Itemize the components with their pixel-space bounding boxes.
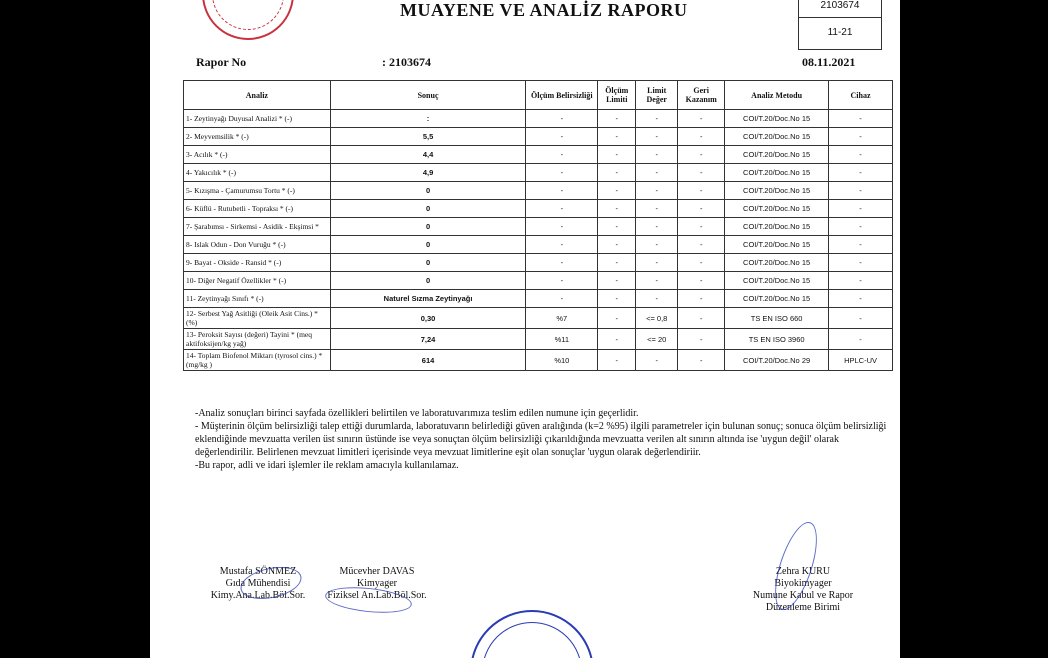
table-cell: - — [829, 146, 893, 164]
column-header: Analiz Metodu — [725, 81, 829, 110]
table-cell: 2- Meyvemsilik * (-) — [184, 128, 331, 146]
table-cell: 0,30 — [330, 308, 526, 329]
table-cell: 12- Serbest Yağ Asitliği (Oleik Asit Cins.) * (%) — [184, 308, 331, 329]
table-cell: - — [598, 272, 636, 290]
table-cell: <= 20 — [636, 329, 678, 350]
table-cell: 614 — [330, 350, 526, 371]
table-cell: - — [678, 308, 725, 329]
table-cell: - — [526, 164, 598, 182]
table-cell: %7 — [526, 308, 598, 329]
table-cell: - — [829, 329, 893, 350]
table-cell: 7,24 — [330, 329, 526, 350]
report-date: 08.11.2021 — [802, 55, 856, 69]
signer-unit: Düzenleme Birimi — [765, 602, 841, 613]
table-cell: <= 0,8 — [636, 308, 678, 329]
table-cell: Naturel Sızma Zeytinyağı — [330, 290, 526, 308]
table-cell: - — [678, 290, 725, 308]
official-stamp-icon — [470, 610, 594, 658]
table-cell: - — [829, 272, 893, 290]
table-cell: - — [526, 236, 598, 254]
table-cell: %11 — [526, 329, 598, 350]
table-cell: - — [678, 329, 725, 350]
signer-unit: Fiziksel An.Lab.Böl.Sor. — [327, 590, 427, 601]
table-cell: 0 — [330, 272, 526, 290]
table-cell: 0 — [330, 218, 526, 236]
table-cell: %10 — [526, 350, 598, 371]
table-cell: 5- Kızışma - Çamurumsu Tortu * (-) — [184, 182, 331, 200]
table-cell: - — [526, 110, 598, 128]
table-cell: - — [678, 218, 725, 236]
table-cell: - — [636, 110, 678, 128]
table-cell: - — [526, 290, 598, 308]
table-cell: TS EN ISO 660 — [725, 308, 829, 329]
table-cell: 9- Bayat - Okside - Ransid * (-) — [184, 254, 331, 272]
report-no-label: Rapor No — [196, 55, 247, 69]
table-cell: - — [636, 200, 678, 218]
table-cell: - — [678, 110, 725, 128]
table-cell: - — [636, 164, 678, 182]
table-cell: 7- Şarabımsı - Sirkemsi - Asidik - Ekşimsi * — [184, 218, 331, 236]
table-cell: 4,4 — [330, 146, 526, 164]
table-cell: COI/T.20/Doc.No 15 — [725, 146, 829, 164]
table-cell: - — [678, 236, 725, 254]
table-cell: - — [598, 128, 636, 146]
table-cell: 5,5 — [330, 128, 526, 146]
table-row — [184, 236, 893, 254]
table-cell: 4,9 — [330, 164, 526, 182]
table-cell: - — [598, 329, 636, 350]
table-cell: - — [636, 254, 678, 272]
table-cell: COI/T.20/Doc.No 15 — [725, 218, 829, 236]
table-cell: - — [678, 350, 725, 371]
table-cell: COI/T.20/Doc.No 15 — [725, 290, 829, 308]
table-cell: - — [829, 110, 893, 128]
table-cell: 4- Yakıcılık * (-) — [184, 164, 331, 182]
table-cell: - — [636, 350, 678, 371]
table-row — [184, 308, 893, 329]
table-row — [184, 128, 893, 146]
table-cell: - — [598, 146, 636, 164]
table-cell: - — [636, 182, 678, 200]
table-row — [184, 146, 893, 164]
table-cell: - — [526, 272, 598, 290]
table-cell: 0 — [330, 182, 526, 200]
table-cell: - — [598, 350, 636, 371]
table-cell: COI/T.20/Doc.No 15 — [725, 164, 829, 182]
table-cell: - — [829, 308, 893, 329]
table-cell: HPLC-UV — [829, 350, 893, 371]
page-title: MUAYENE VE ANALİZ RAPORU — [400, 0, 688, 20]
table-cell: - — [678, 254, 725, 272]
table-cell: - — [829, 236, 893, 254]
table-cell: 14- Toplam Biofenol Miktarı (tyrosol cins.) * (mg/kg ) — [184, 350, 331, 371]
table-row — [184, 272, 893, 290]
table-cell: - — [598, 182, 636, 200]
table-cell: - — [526, 182, 598, 200]
note-item: -Bu rapor, adli ve idari işlemler ile reklam amacıyla kullanılamaz. — [195, 460, 459, 471]
note-item: -Analiz sonuçları birinci sayfada özellikleri belirtilen ve laboratuvarımıza teslim edilen numune için geçerlidir. — [195, 408, 639, 419]
table-row — [184, 329, 893, 350]
table-cell: - — [636, 128, 678, 146]
notes-block — [195, 407, 895, 472]
signer-title: Gıda Mühendisi — [225, 578, 291, 589]
table-cell: COI/T.20/Doc.No 15 — [725, 200, 829, 218]
table-cell: 13- Peroksit Sayısı (değeri) Tayini * (meq aktifoksijen/kg yağ) — [184, 329, 331, 350]
table-cell: 1- Zeytinyağı Duyusal Analizi * (-) — [184, 110, 331, 128]
table-cell: - — [678, 272, 725, 290]
signer-name: Mücevher DAVAS — [339, 566, 415, 577]
table-row — [184, 200, 893, 218]
document-revision: 11-21 — [827, 27, 853, 38]
signer-title: Biyokimyager — [774, 578, 832, 589]
column-header: Analiz — [184, 81, 331, 110]
table-cell: - — [526, 254, 598, 272]
table-cell: - — [829, 254, 893, 272]
table-cell: - — [678, 200, 725, 218]
column-header: Sonuç — [330, 81, 526, 110]
table-cell: - — [636, 236, 678, 254]
table-cell: COI/T.20/Doc.No 15 — [725, 272, 829, 290]
table-cell: 0 — [330, 200, 526, 218]
column-header: Limit Değer — [636, 81, 678, 110]
table-cell: - — [829, 164, 893, 182]
table-cell: - — [678, 164, 725, 182]
table-cell: - — [598, 308, 636, 329]
column-header: Ölçüm Limiti — [598, 81, 636, 110]
table-cell: 8- Islak Odun - Don Vuruğu * (-) — [184, 236, 331, 254]
report-page — [150, 0, 900, 658]
table-row — [184, 182, 893, 200]
table-cell: TS EN ISO 3960 — [725, 329, 829, 350]
table-row — [184, 164, 893, 182]
table-cell: - — [526, 200, 598, 218]
table-cell: - — [526, 146, 598, 164]
table-cell: - — [678, 146, 725, 164]
column-header: Ölçüm Belirsizliği — [526, 81, 598, 110]
signer-name: Zehra KURU — [775, 566, 831, 577]
table-cell: 0 — [330, 254, 526, 272]
table-cell: - — [598, 290, 636, 308]
document-code-box — [798, 0, 882, 50]
table-row — [184, 350, 893, 371]
table-cell: - — [526, 128, 598, 146]
report-no-value: : 2103674 — [382, 55, 431, 69]
table-cell: - — [678, 128, 725, 146]
ministry-seal-icon — [202, 0, 294, 40]
table-cell: - — [829, 182, 893, 200]
table-cell: COI/T.20/Doc.No 15 — [725, 110, 829, 128]
analysis-table — [183, 80, 893, 371]
table-cell: - — [678, 182, 725, 200]
table-cell: - — [829, 218, 893, 236]
table-cell: - — [829, 200, 893, 218]
table-cell: - — [598, 164, 636, 182]
table-cell: - — [829, 290, 893, 308]
table-cell: - — [636, 272, 678, 290]
table-row — [184, 218, 893, 236]
table-cell: 10- Diğer Negatif Özellikler * (-) — [184, 272, 331, 290]
table-cell: COI/T.20/Doc.No 15 — [725, 254, 829, 272]
table-row — [184, 290, 893, 308]
signer-unit: Numune Kabul ve Rapor — [752, 590, 854, 601]
table-cell: - — [829, 128, 893, 146]
table-cell: - — [636, 218, 678, 236]
table-row — [184, 110, 893, 128]
table-cell: - — [598, 200, 636, 218]
table-header-row — [184, 81, 893, 110]
table-cell: COI/T.20/Doc.No 15 — [725, 128, 829, 146]
table-cell: - — [598, 236, 636, 254]
table-cell: - — [598, 218, 636, 236]
table-cell: - — [636, 290, 678, 308]
signer-title: Kimyager — [357, 578, 397, 589]
table-row — [184, 254, 893, 272]
table-cell: 6- Küflü - Rutubetli - Topraksı * (-) — [184, 200, 331, 218]
table-cell: COI/T.20/Doc.No 15 — [725, 236, 829, 254]
table-cell: 11- Zeytinyağı Sınıfı * (-) — [184, 290, 331, 308]
table-cell: COI/T.20/Doc.No 15 — [725, 182, 829, 200]
table-cell: : — [330, 110, 526, 128]
signer-name: Mustafa SÖNMEZ — [219, 566, 297, 577]
note-item: - Müşterinin ölçüm belirsizliği talep ettiği durumlarda, laboratuvarın belirlediği güven aralığında (k=2 %95) ilgili parametreler için bulunan sonuç; sonuca ölçüm belirsizliği eklendiğinde mevzuatta verilen üst sınırın üstünde ise veya sonuçtan ölçüm belirsizliği çıkarıldığında mevzuatta verilen alt sınırın altında ise 'uygun değil' olarak değerlendirilir. Belirlenen mevzuat limitleri içerisinde veya mevzuat limitlerine eşit olan sonuçlar 'uygun olarak değerlendiriir. — [195, 421, 887, 458]
column-header: Cihaz — [829, 81, 893, 110]
table-cell: - — [636, 146, 678, 164]
column-header: Geri Kazanım — [678, 81, 725, 110]
table-cell: 3- Acılık * (-) — [184, 146, 331, 164]
table-cell: - — [526, 218, 598, 236]
table-cell: COI/T.20/Doc.No 29 — [725, 350, 829, 371]
signer-unit: Kimy.Ana.Lab.Böl.Sor. — [210, 590, 306, 601]
table-cell: - — [598, 254, 636, 272]
document-code: 2103674 — [799, 0, 881, 18]
table-cell: - — [598, 110, 636, 128]
table-cell: 0 — [330, 236, 526, 254]
